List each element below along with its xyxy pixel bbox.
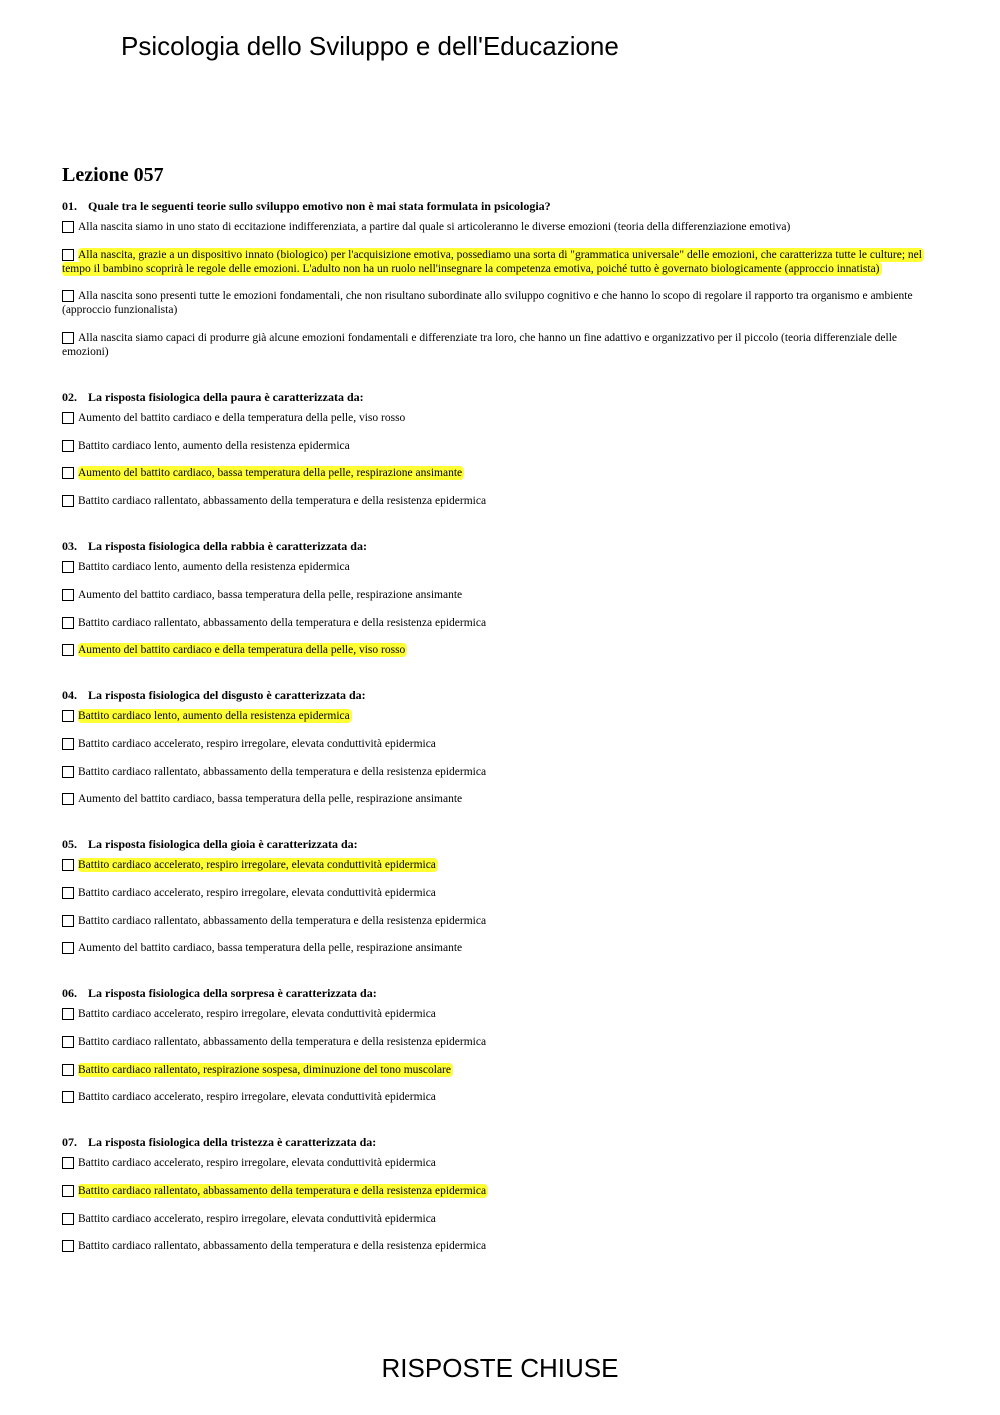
answer-checkbox[interactable]: [62, 561, 74, 573]
question-number: 05.: [62, 837, 77, 852]
question-number: 04.: [62, 688, 77, 703]
answer-text-highlighted: Battito cardiaco lento, aumento della resistenza epidermica: [78, 710, 350, 723]
answer-text: Battito cardiaco rallentato, abbassamento della temperatura e della resistenza epidermica: [78, 1240, 487, 1253]
answer-checkbox[interactable]: [62, 495, 74, 507]
answer-text: Battito cardiaco rallentato, abbassamento della temperatura e della resistenza epidermica: [78, 616, 487, 629]
answer-checkbox[interactable]: [62, 644, 74, 656]
question-label: Quale tra le seguenti teorie sullo sviluppo emotivo non è mai stata formulata in psicologia?: [88, 199, 551, 213]
answer-option: [62, 792, 940, 806]
question-label: La risposta fisiologica della gioia è caratterizzata da:: [88, 837, 358, 852]
question-block: [62, 985, 940, 1104]
answer-checkbox[interactable]: [62, 1157, 74, 1169]
answer-text-highlighted: Aumento del battito cardiaco e della temperatura della pelle, viso rosso: [78, 644, 406, 657]
footer-label: RISPOSTE CHIUSE: [381, 1353, 619, 1383]
answer-text: Battito cardiaco rallentato, abbassamento della temperatura e della resistenza epidermica: [78, 765, 487, 778]
answer-text: Battito cardiaco lento, aumento della resistenza epidermica: [78, 561, 350, 574]
answer-option: [62, 1184, 940, 1198]
answer-option: [62, 858, 940, 872]
answer-text-highlighted: Aumento del battito cardiaco, bassa temperatura della pelle, respirazione ansimante: [78, 467, 463, 480]
answer-option: [62, 411, 940, 425]
answer-text: Battito cardiaco rallentato, abbassamento della temperatura e della resistenza epidermica: [78, 1036, 487, 1048]
question-number: 03.: [62, 539, 77, 554]
question-label: La risposta fisiologica della paura è caratterizzata da:: [88, 390, 364, 405]
answer-text-highlighted: Battito cardiaco accelerato, respiro irregolare, elevata conduttività epidermica: [78, 859, 436, 872]
answer-text: Battito cardiaco accelerato, respiro irregolare, elevata conduttività epidermica: [78, 886, 436, 899]
answer-checkbox[interactable]: [62, 1036, 74, 1048]
answer-text: Battito cardiaco accelerato, respiro irregolare, elevata conduttività epidermica: [78, 1091, 436, 1104]
answer-text: Battito cardiaco accelerato, respiro irregolare, elevata conduttività epidermica: [78, 1212, 436, 1225]
answer-checkbox[interactable]: [62, 1064, 74, 1076]
answer-text: Aumento del battito cardiaco, bassa temperatura della pelle, respirazione ansimante: [78, 793, 463, 806]
answer-checkbox[interactable]: [62, 1213, 74, 1225]
question-text: [62, 538, 940, 554]
answer-option: [62, 914, 940, 928]
answer-option: [62, 709, 940, 723]
question-text: [62, 985, 940, 1001]
document-header-title: Psicologia dello Sviluppo e dell'Educazione: [121, 31, 619, 61]
answer-option: [62, 220, 940, 234]
question-list: [62, 198, 940, 1253]
question-block: [62, 1134, 940, 1253]
answer-text: Alla nascita siamo capaci di produrre già alcune emozioni fondamentali e differenziate tra loro, che hanno un fine adattivo e organizzativo per il piccolo (teoria differenziale delle emozioni): [62, 332, 898, 359]
answer-text: Aumento del battito cardiaco, bassa temperatura della pelle, respirazione ansimante: [78, 588, 463, 601]
question-text: [62, 198, 940, 214]
answer-text: Battito cardiaco lento, aumento della resistenza epidermica: [78, 439, 350, 452]
question-label: La risposta fisiologica della rabbia è caratterizzata da:: [88, 539, 367, 554]
answer-checkbox[interactable]: [62, 887, 74, 899]
answer-checkbox[interactable]: [62, 1091, 74, 1103]
lesson-title: Lezione 057: [62, 164, 164, 186]
answer-checkbox[interactable]: [62, 221, 74, 233]
answer-text: Aumento del battito cardiaco, bassa temperatura della pelle, respirazione ansimante: [78, 942, 463, 955]
question-label: La risposta fisiologica della sorpresa è caratterizzata da:: [88, 986, 377, 1001]
question-block: [62, 836, 940, 955]
question-text: [62, 1134, 940, 1150]
answer-checkbox[interactable]: [62, 1008, 74, 1020]
answer-option: [62, 1007, 940, 1021]
answer-option: [62, 560, 940, 574]
question-label: La risposta fisiologica della tristezza è caratterizzata da:: [88, 1135, 377, 1150]
document-content: [62, 162, 940, 1267]
question-block: [62, 538, 940, 657]
answer-option: [62, 439, 940, 453]
answer-option: [62, 765, 940, 779]
answer-text: Battito cardiaco rallentato, abbassamento della temperatura e della resistenza epidermica: [78, 914, 487, 927]
answer-checkbox[interactable]: [62, 915, 74, 927]
answer-text-highlighted: Battito cardiaco rallentato, abbassamento della temperatura e della resistenza epidermica: [78, 1185, 487, 1198]
answer-checkbox[interactable]: [62, 249, 74, 261]
answer-checkbox[interactable]: [62, 290, 74, 302]
answer-checkbox[interactable]: [62, 412, 74, 424]
answer-text: Battito cardiaco rallentato, abbassamento della temperatura e della resistenza epidermica: [78, 495, 487, 508]
answer-option: [62, 1212, 940, 1226]
question-block: [62, 389, 940, 508]
answer-text-highlighted: Alla nascita, grazie a un dispositivo innato (biologico) per l'acquisizione emotiva, possediamo una sorta di "grammatica universale" delle emozioni, che caratterizza tutte le culture; nel tempo il bambino scoprirà le regole delle emozioni. L'adulto non ha un ruolo nell'insegnare la competenza emotiva, poiché tutto è governato biologicamente (approccio innatista): [62, 248, 922, 275]
question-text: [62, 389, 940, 405]
answer-checkbox[interactable]: [62, 766, 74, 778]
answer-checkbox[interactable]: [62, 1185, 74, 1197]
answer-option: [62, 886, 940, 900]
answer-checkbox[interactable]: [62, 332, 74, 344]
answer-checkbox[interactable]: [62, 589, 74, 601]
question-number: 06.: [62, 986, 77, 1001]
question-text: [62, 687, 940, 703]
answer-text: Alla nascita sono presenti tutte le emozioni fondamentali, che non risultano subordinate allo sviluppo cognitivo e che hanno lo scopo di regolare il rapporto tra organismo e ambiente (approccio funzionalista): [62, 290, 913, 317]
answer-checkbox[interactable]: [62, 738, 74, 750]
answer-option: [62, 331, 940, 359]
answer-option: [62, 248, 940, 276]
question-text: [62, 836, 940, 852]
answer-option: [62, 1035, 940, 1049]
answer-checkbox[interactable]: [62, 440, 74, 452]
answer-text-highlighted: Battito cardiaco rallentato, respirazione sospesa, diminuzione del tono muscolare: [78, 1063, 451, 1076]
question-block: [62, 687, 940, 806]
answer-checkbox[interactable]: [62, 1240, 74, 1252]
answer-text: Battito cardiaco accelerato, respiro irregolare, elevata conduttività epidermica: [78, 1008, 436, 1021]
answer-text: Battito cardiaco accelerato, respiro irregolare, elevata conduttività epidermica: [78, 1157, 436, 1170]
answer-option: [62, 941, 940, 955]
answer-checkbox[interactable]: [62, 467, 74, 479]
answer-option: [62, 289, 940, 317]
answer-option: [62, 616, 940, 630]
answer-option: [62, 1063, 940, 1077]
question-number: 02.: [62, 390, 77, 405]
answer-option: [62, 588, 940, 602]
answer-option: [62, 1156, 940, 1170]
answer-option: [62, 494, 940, 508]
question-label: La risposta fisiologica del disgusto è caratterizzata da:: [88, 688, 366, 703]
answer-checkbox[interactable]: [62, 710, 74, 722]
answer-checkbox[interactable]: [62, 942, 74, 954]
answer-option: [62, 643, 940, 657]
question-number: 07.: [62, 1135, 77, 1150]
question-block: [62, 198, 940, 359]
answer-option: [62, 1090, 940, 1104]
answer-checkbox[interactable]: [62, 859, 74, 871]
question-number: 01.: [62, 199, 77, 213]
answer-option: [62, 737, 940, 751]
answer-text: Battito cardiaco accelerato, respiro irregolare, elevata conduttività epidermica: [78, 737, 436, 750]
answer-option: [62, 466, 940, 480]
answer-text: Aumento del battito cardiaco e della temperatura della pelle, viso rosso: [78, 412, 406, 425]
answer-checkbox[interactable]: [62, 617, 74, 629]
answer-option: [62, 1239, 940, 1253]
answer-text: Alla nascita siamo in uno stato di eccitazione indifferenziata, a partire dal quale si articoleranno le diverse emozioni (teoria della differenziazione emotiva): [78, 221, 791, 233]
answer-checkbox[interactable]: [62, 793, 74, 805]
